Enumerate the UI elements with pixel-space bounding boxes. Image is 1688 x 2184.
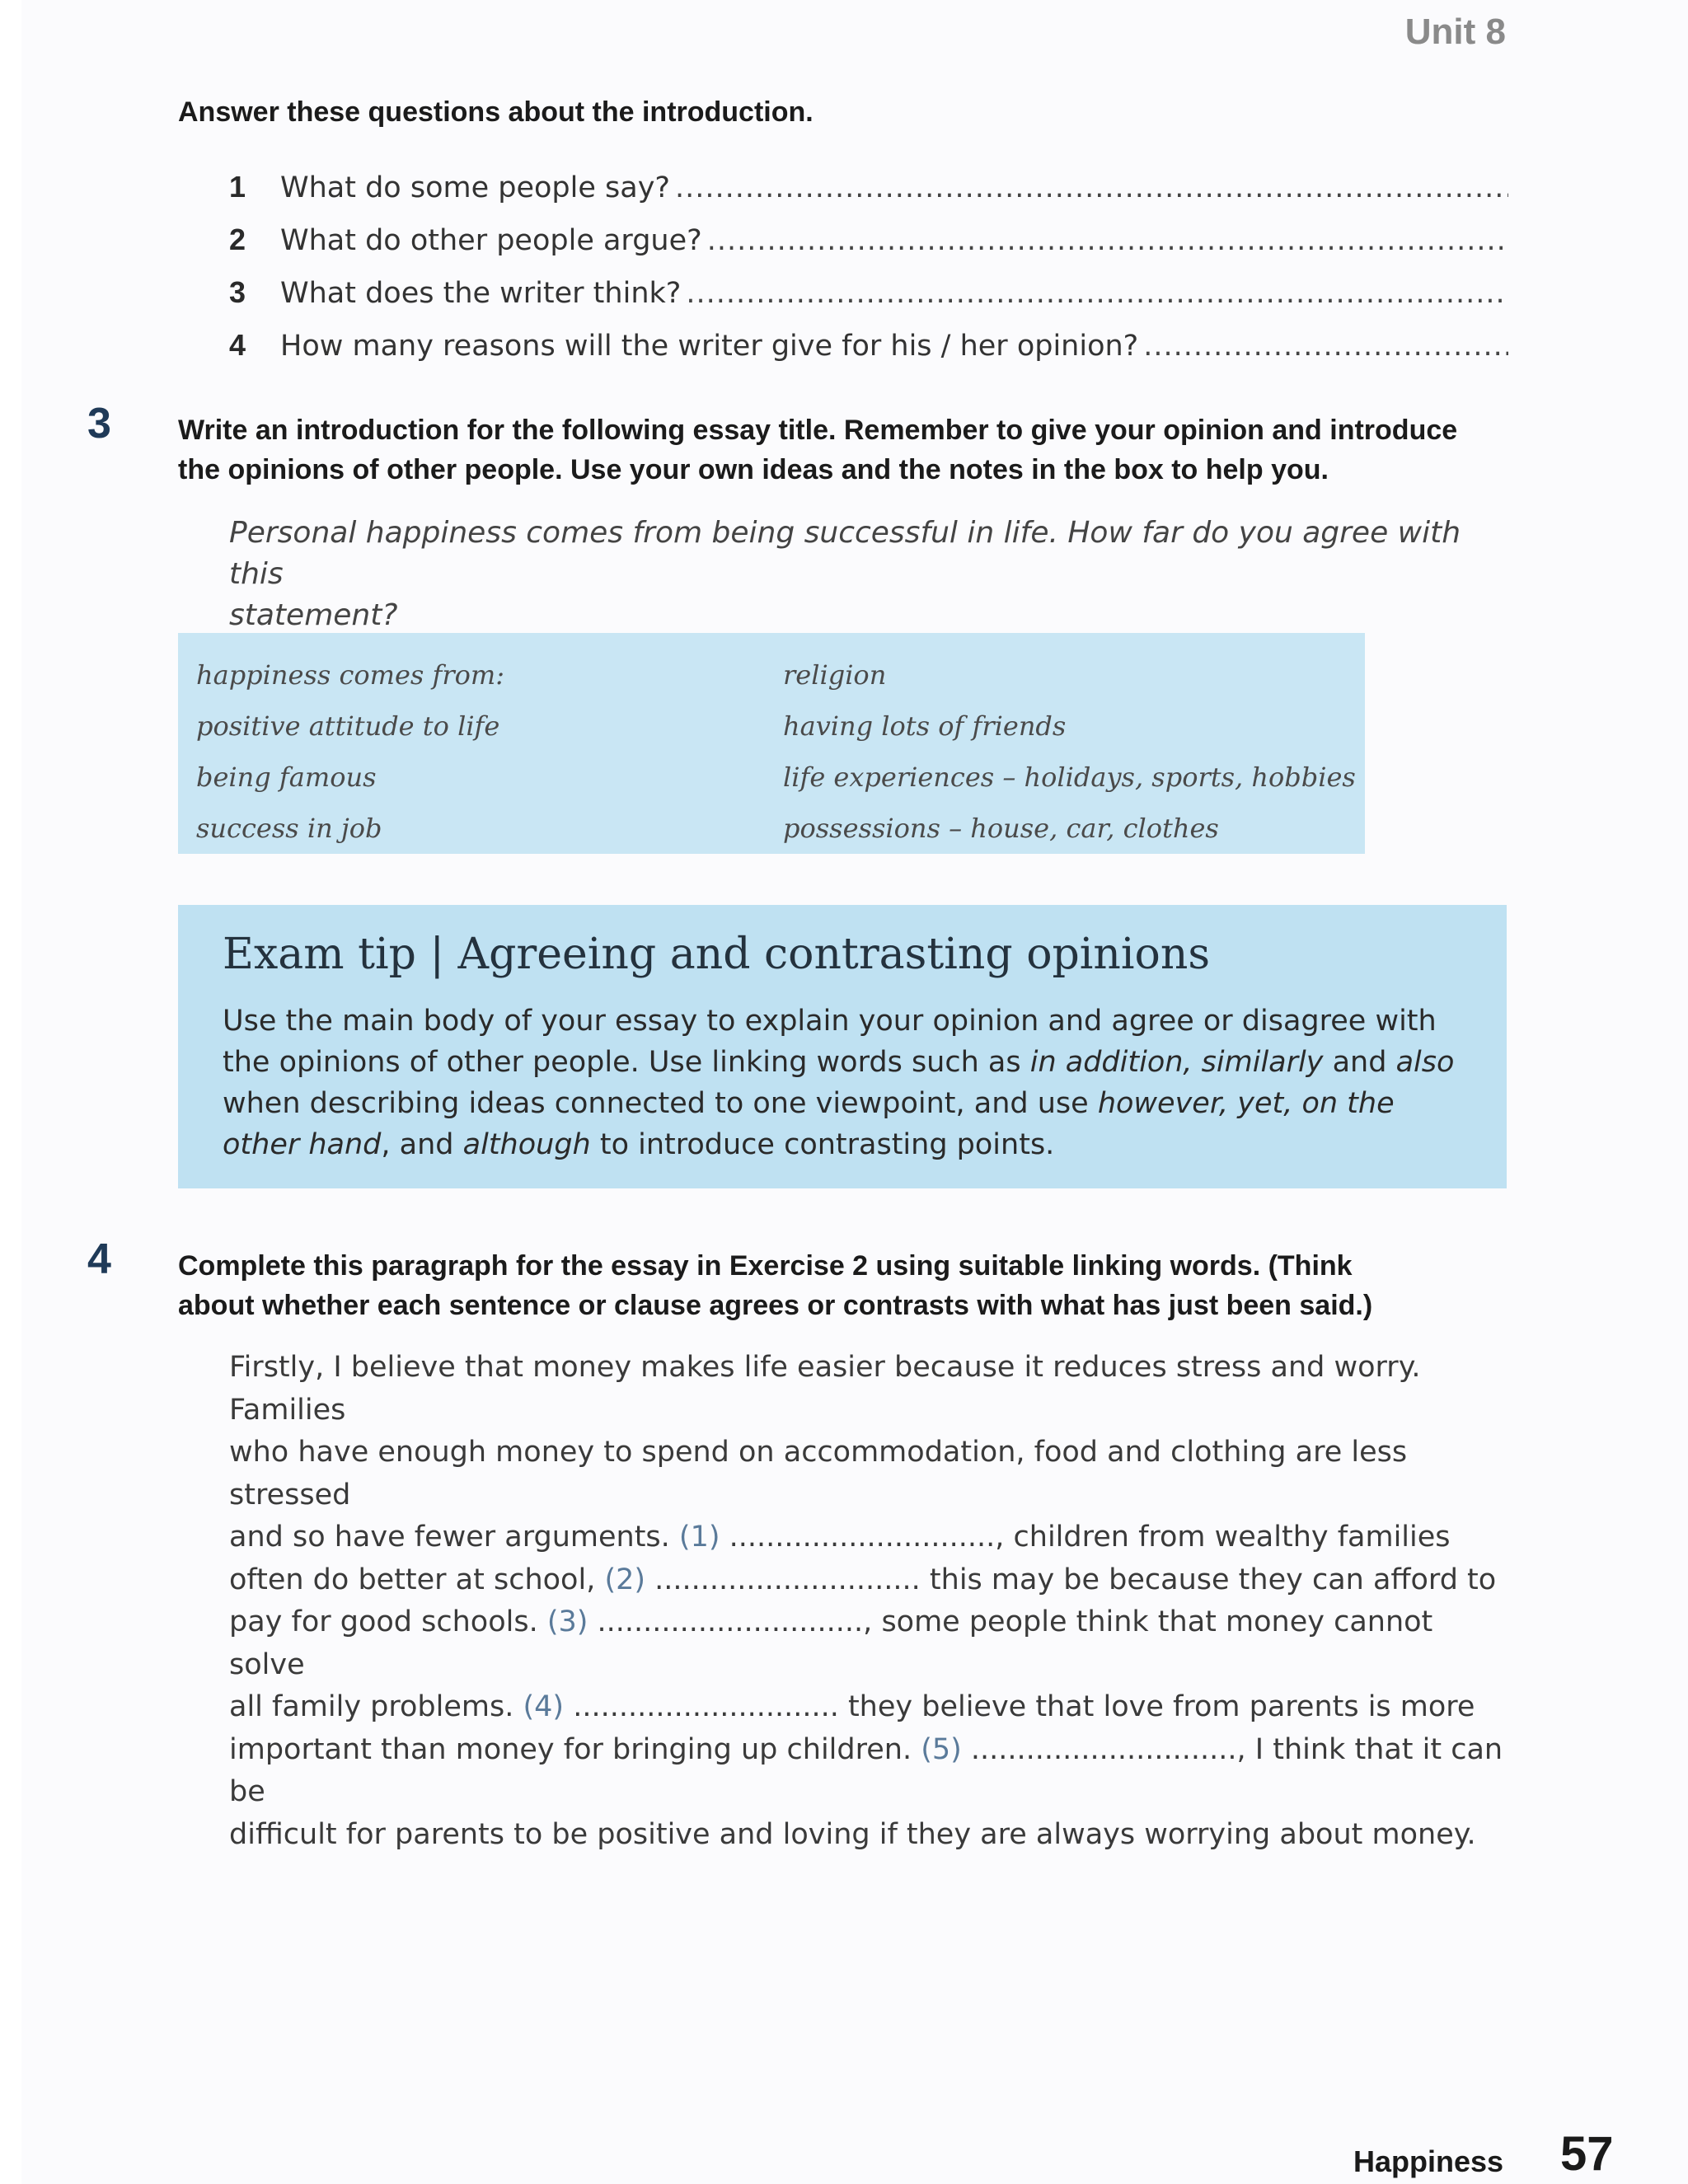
- exercise4-instruction: [178, 1246, 1513, 1325]
- answer-line[interactable]: [675, 171, 1508, 204]
- gap-5[interactable]: (5): [921, 1732, 962, 1766]
- note-item: happiness comes from:: [196, 659, 505, 691]
- question-number: 1: [229, 170, 246, 204]
- gap-3[interactable]: (3): [546, 1605, 588, 1638]
- note-item: success in job: [196, 813, 382, 844]
- gap-2[interactable]: (2): [604, 1563, 646, 1596]
- essay-title-line: Personal happiness comes from being successful in life. How far do you agree with this: [229, 516, 1461, 591]
- answer-line[interactable]: [686, 277, 1508, 310]
- exercise-number-4: 4: [87, 1235, 111, 1283]
- paragraph-line: Firstly, I believe that money makes life easier because it reduces stress and worry. Families: [229, 1351, 1421, 1427]
- notes-left-column: [196, 649, 504, 854]
- question-row: [229, 170, 1508, 223]
- answer-line[interactable]: [1143, 330, 1508, 363]
- answer-line[interactable]: [707, 224, 1508, 257]
- gap-4[interactable]: (4): [523, 1690, 565, 1723]
- exercise4-paragraph: [229, 1347, 1515, 1856]
- tip-line: when describing ideas connected to one viewpoint, and use however, yet, on the: [223, 1087, 1395, 1120]
- footer-chapter: Happiness: [1353, 2144, 1504, 2178]
- instruction-line: about whether each sentence or clause agrees or contrasts with what has just been said.): [178, 1290, 1373, 1321]
- exam-tip-body: [223, 1001, 1475, 1165]
- note-item: having lots of friends: [783, 710, 1067, 742]
- note-item: being famous: [196, 762, 377, 793]
- question-list: [229, 170, 1508, 381]
- tip-line: Use the main body of your essay to explain your opinion and agree or disagree with: [223, 1005, 1437, 1038]
- exam-tip-box: [178, 905, 1507, 1188]
- exam-tip-title: Exam tip | Agreeing and contrasting opinions: [223, 930, 1211, 979]
- instruction-line: the opinions of other people. Use your own ideas and the notes in the box to help you.: [178, 454, 1329, 485]
- paragraph-line: important than money for bringing up children. (5) ............................., I think that it can be: [229, 1732, 1503, 1808]
- question-text: What do other people argue?: [280, 224, 702, 257]
- question-text: What does the writer think?: [280, 277, 682, 310]
- notes-box: [178, 633, 1365, 854]
- note-item: religion: [783, 659, 887, 691]
- paragraph-line: and so have fewer arguments. (1) ............................., children from wealthy families: [229, 1521, 1451, 1554]
- question-text: How many reasons will the writer give for his / her opinion?: [280, 330, 1139, 363]
- note-item: positive attitude to life: [196, 710, 500, 742]
- question-row: [229, 328, 1508, 381]
- paragraph-line: difficult for parents to be positive and loving if they are always worrying about money.: [229, 1817, 1476, 1851]
- notes-right-column: [783, 649, 1356, 854]
- question-row: [229, 223, 1508, 275]
- question-number: 4: [229, 328, 246, 362]
- paragraph-line: often do better at school, (2) ............................. this may be because they can afford to: [229, 1563, 1497, 1596]
- essay-title: [229, 513, 1482, 636]
- instruction-line: Complete this paragraph for the essay in Exercise 2 using suitable linking words. (Think: [178, 1250, 1353, 1282]
- page-number: 57: [1560, 2127, 1614, 2181]
- question-text: What do some people say?: [280, 171, 670, 204]
- question-row: [229, 275, 1508, 328]
- note-item: possessions – house, car, clothes: [783, 813, 1219, 844]
- tip-line: other hand, and although to introduce contrasting points.: [223, 1128, 1055, 1161]
- gap-1[interactable]: (1): [678, 1521, 720, 1554]
- question-number: 3: [229, 275, 246, 309]
- exercise3-instruction: [178, 410, 1513, 490]
- question-number: 2: [229, 223, 246, 256]
- note-item: life experiences – holidays, sports, hobbies: [783, 762, 1356, 793]
- exercise-number-3: 3: [87, 400, 111, 448]
- intro-instruction: Answer these questions about the introduction.: [178, 96, 814, 128]
- page-edge: [0, 0, 21, 2184]
- tip-line: the opinions of other people. Use linking words such as in addition, similarly and also: [223, 1046, 1455, 1079]
- paragraph-line: who have enough money to spend on accommodation, food and clothing are less stressed: [229, 1436, 1408, 1511]
- unit-label: Unit 8: [1404, 12, 1506, 52]
- paragraph-line: pay for good schools. (3) ............................., some people think that money cannot solve: [229, 1605, 1433, 1681]
- instruction-line: Write an introduction for the following essay title. Remember to give your opinion and introduce: [178, 415, 1458, 446]
- paragraph-line: all family problems. (4) ............................. they believe that love from parents is more: [229, 1690, 1475, 1723]
- essay-title-line: statement?: [229, 598, 398, 632]
